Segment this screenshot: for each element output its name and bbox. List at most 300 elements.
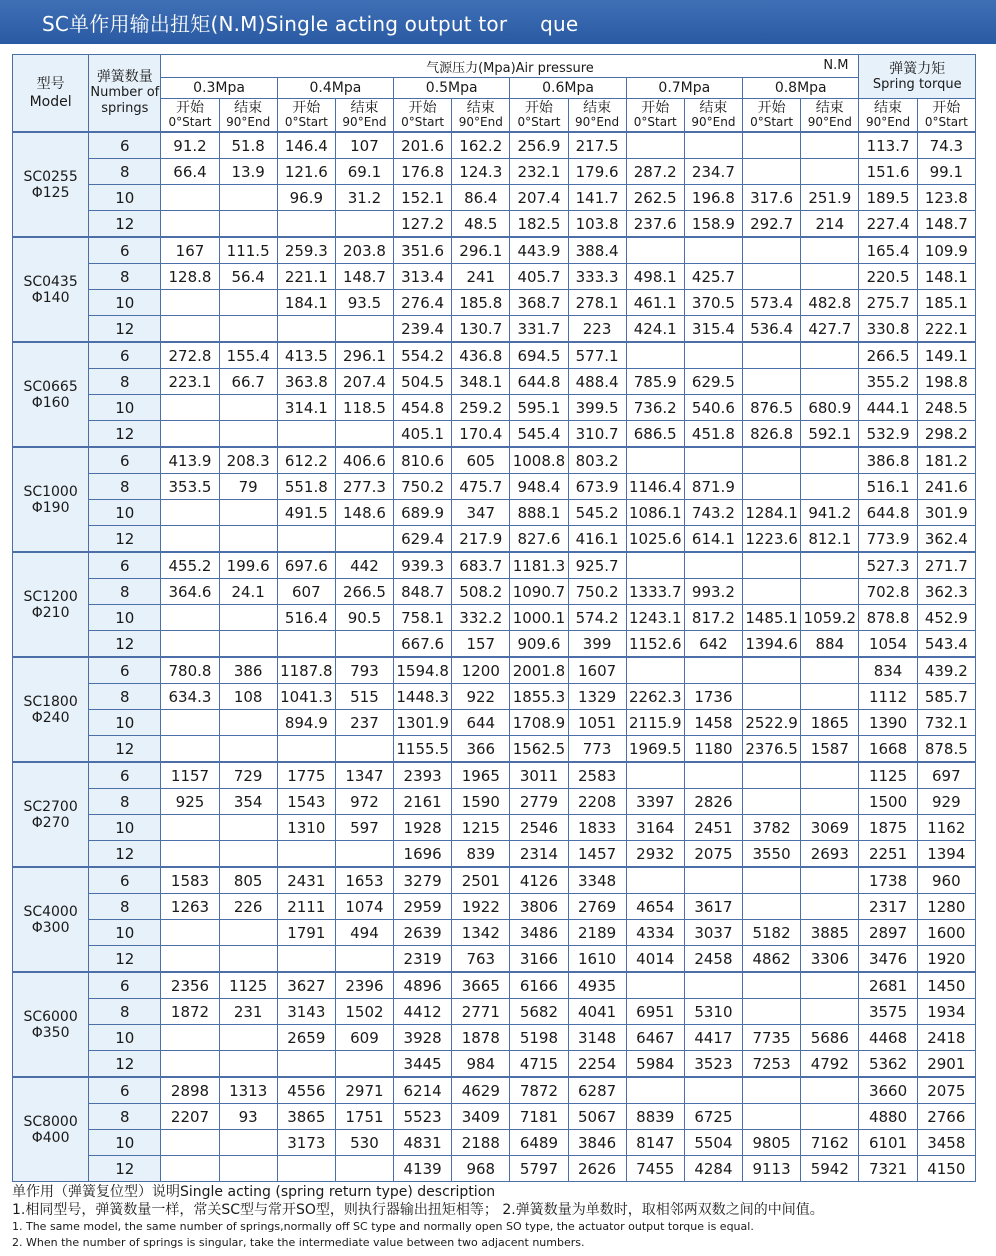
spring-torque-cell: 2897 bbox=[859, 920, 917, 946]
torque-cell: 93.5 bbox=[335, 290, 393, 316]
torque-cell bbox=[219, 211, 277, 238]
torque-cell: 2932 bbox=[626, 841, 684, 868]
torque-cell: 2356 bbox=[161, 972, 219, 999]
torque-cell bbox=[219, 736, 277, 763]
torque-cell bbox=[219, 1051, 277, 1078]
torque-cell: 941.2 bbox=[801, 500, 859, 526]
springs-cell: 10 bbox=[89, 1025, 161, 1051]
header-model bbox=[13, 55, 89, 133]
torque-cell: 1329 bbox=[568, 684, 626, 710]
table-row bbox=[13, 211, 976, 238]
torque-cell: 515 bbox=[335, 684, 393, 710]
table-row bbox=[13, 631, 976, 658]
end-header-en: 90°End bbox=[575, 115, 620, 129]
springs-cell: 12 bbox=[89, 1156, 161, 1182]
spring-torque-cell: 330.8 bbox=[859, 316, 917, 343]
torque-cell: 2959 bbox=[394, 894, 452, 920]
torque-cell: 925.7 bbox=[568, 552, 626, 579]
torque-cell: 810.6 bbox=[394, 447, 452, 474]
spring-torque-cell: 834 bbox=[859, 657, 917, 684]
table-row bbox=[13, 710, 976, 736]
spring-torque-cell: 109.9 bbox=[917, 237, 975, 264]
torque-cell: 5310 bbox=[684, 999, 742, 1025]
torque-cell: 2396 bbox=[335, 972, 393, 999]
torque-cell: 605 bbox=[452, 447, 510, 474]
end-header-cn: 结束 bbox=[350, 100, 379, 116]
torque-cell: 3445 bbox=[394, 1051, 452, 1078]
torque-cell bbox=[219, 946, 277, 973]
torque-cell: 642 bbox=[684, 631, 742, 658]
torque-cell bbox=[684, 762, 742, 789]
spring-torque-cell: 151.6 bbox=[859, 159, 917, 185]
spring-torque-cell: 148.1 bbox=[917, 264, 975, 290]
torque-cell: 1181.3 bbox=[510, 552, 568, 579]
table-row bbox=[13, 447, 976, 474]
torque-cell bbox=[742, 867, 800, 894]
table-row bbox=[13, 421, 976, 448]
torque-cell bbox=[626, 867, 684, 894]
header-model-en: Model bbox=[29, 94, 72, 110]
springs-cell: 6 bbox=[89, 1077, 161, 1104]
torque-cell: 1590 bbox=[452, 789, 510, 815]
torque-cell: 3148 bbox=[568, 1025, 626, 1051]
start-header-cn: 开始 bbox=[524, 100, 553, 116]
start-header-cn: 开始 bbox=[757, 100, 786, 116]
torque-cell: 13.9 bbox=[219, 159, 277, 185]
torque-cell: 2075 bbox=[684, 841, 742, 868]
springs-cell: 10 bbox=[89, 605, 161, 631]
torque-cell: 1146.4 bbox=[626, 474, 684, 500]
torque-cell: 3782 bbox=[742, 815, 800, 841]
torque-cell: 3627 bbox=[277, 972, 335, 999]
torque-cell: 3397 bbox=[626, 789, 684, 815]
torque-cell: 3550 bbox=[742, 841, 800, 868]
spring-torque-cell: 222.1 bbox=[917, 316, 975, 343]
torque-cell: 536.4 bbox=[742, 316, 800, 343]
table-row bbox=[13, 841, 976, 868]
torque-cell: 1215 bbox=[452, 815, 510, 841]
spring-torque-cell: 543.4 bbox=[917, 631, 975, 658]
torque-cell: 2546 bbox=[510, 815, 568, 841]
torque-cell: 888.1 bbox=[510, 500, 568, 526]
torque-cell bbox=[801, 264, 859, 290]
torque-cell: 1587 bbox=[801, 736, 859, 763]
torque-cell: 1152.6 bbox=[626, 631, 684, 658]
torque-cell: 315.4 bbox=[684, 316, 742, 343]
springs-cell: 8 bbox=[89, 684, 161, 710]
torque-cell: 399 bbox=[568, 631, 626, 658]
torque-cell bbox=[277, 1051, 335, 1078]
springs-cell: 10 bbox=[89, 920, 161, 946]
torque-cell: 425.7 bbox=[684, 264, 742, 290]
torque-cell bbox=[335, 526, 393, 553]
torque-cell: 1187.8 bbox=[277, 657, 335, 684]
spring-torque-cell: 149.1 bbox=[917, 342, 975, 369]
torque-cell: 4715 bbox=[510, 1051, 568, 1078]
torque-cell: 118.5 bbox=[335, 395, 393, 421]
table-row bbox=[13, 526, 976, 553]
spring-torque-cell: 248.5 bbox=[917, 395, 975, 421]
torque-cell bbox=[801, 552, 859, 579]
spring-torque-cell: 4468 bbox=[859, 1025, 917, 1051]
torque-cell bbox=[219, 395, 277, 421]
torque-cell bbox=[742, 999, 800, 1025]
torque-cell bbox=[161, 1130, 219, 1156]
torque-cell: 2501 bbox=[452, 867, 510, 894]
torque-cell: 9805 bbox=[742, 1130, 800, 1156]
torque-cell bbox=[219, 526, 277, 553]
torque-cell: 167 bbox=[161, 237, 219, 264]
torque-cell: 221.1 bbox=[277, 264, 335, 290]
torque-cell: 148.6 bbox=[335, 500, 393, 526]
header-model-cn: 型号 bbox=[36, 76, 65, 92]
torque-cell: 972 bbox=[335, 789, 393, 815]
table-row bbox=[13, 132, 976, 159]
torque-cell bbox=[161, 316, 219, 343]
torque-cell bbox=[801, 132, 859, 159]
start-header-cn: 开始 bbox=[176, 100, 204, 116]
springs-cell: 12 bbox=[89, 631, 161, 658]
spring-torque-cell: 355.2 bbox=[859, 369, 917, 395]
torque-cell: 1791 bbox=[277, 920, 335, 946]
torque-cell: 370.5 bbox=[684, 290, 742, 316]
torque-cell bbox=[219, 316, 277, 343]
torque-cell: 388.4 bbox=[568, 237, 626, 264]
torque-cell bbox=[335, 736, 393, 763]
torque-cell: 196.8 bbox=[684, 185, 742, 211]
torque-cell bbox=[626, 132, 684, 159]
table-row bbox=[13, 290, 976, 316]
start-header-en: 0°Start bbox=[633, 115, 677, 129]
torque-cell bbox=[801, 762, 859, 789]
torque-cell bbox=[626, 342, 684, 369]
start-header-en: 0°Start bbox=[284, 115, 328, 129]
torque-cell: 3143 bbox=[277, 999, 335, 1025]
pressure-header: 0.7Mpa bbox=[626, 78, 742, 99]
torque-cell: 1000.1 bbox=[510, 605, 568, 631]
torque-cell: 296.1 bbox=[335, 342, 393, 369]
torque-cell: 2001.8 bbox=[510, 657, 568, 684]
model-name: SC2700 bbox=[23, 798, 78, 815]
spring-torque-cell: 960 bbox=[917, 867, 975, 894]
torque-cell bbox=[801, 972, 859, 999]
torque-cell: 1878 bbox=[452, 1025, 510, 1051]
torque-cell: 736.2 bbox=[626, 395, 684, 421]
spring-torque-cell: 2418 bbox=[917, 1025, 975, 1051]
torque-cell bbox=[277, 316, 335, 343]
model-diameter: Φ270 bbox=[31, 814, 70, 831]
start-header-en: 0°Start bbox=[517, 115, 561, 129]
torque-cell: 158.9 bbox=[684, 211, 742, 238]
torque-cell: 69.1 bbox=[335, 159, 393, 185]
torque-cell bbox=[801, 579, 859, 605]
torque-cell: 1458 bbox=[684, 710, 742, 736]
torque-cell: 1855.3 bbox=[510, 684, 568, 710]
torque-cell: 5942 bbox=[801, 1156, 859, 1182]
torque-cell: 296.1 bbox=[452, 237, 510, 264]
torque-cell: 86.4 bbox=[452, 185, 510, 211]
torque-cell: 4831 bbox=[394, 1130, 452, 1156]
torque-cell: 1155.5 bbox=[394, 736, 452, 763]
torque-cell: 817.2 bbox=[684, 605, 742, 631]
notes-english-1: 1. The same model, the same number of springs,normally off SC type and normally open SO type, the actuator output torque is equal. bbox=[12, 1220, 754, 1233]
torque-cell: 272.8 bbox=[161, 342, 219, 369]
end-header-en: 90°End bbox=[807, 115, 852, 129]
table-row bbox=[13, 920, 976, 946]
torque-cell: 612.2 bbox=[277, 447, 335, 474]
torque-cell bbox=[801, 1077, 859, 1104]
torque-cell: 475.7 bbox=[452, 474, 510, 500]
springs-cell: 8 bbox=[89, 894, 161, 920]
table-row bbox=[13, 552, 976, 579]
torque-cell: 66.7 bbox=[219, 369, 277, 395]
torque-cell: 488.4 bbox=[568, 369, 626, 395]
torque-cell bbox=[742, 132, 800, 159]
torque-cell: 93 bbox=[219, 1104, 277, 1130]
torque-cell bbox=[742, 237, 800, 264]
pressure-header: 0.6Mpa bbox=[510, 78, 626, 99]
torque-cell: 5504 bbox=[684, 1130, 742, 1156]
header-air-pressure-label: 气源压力(Mpa)Air pressure bbox=[426, 60, 594, 76]
torque-cell: 2779 bbox=[510, 789, 568, 815]
torque-cell: 2111 bbox=[277, 894, 335, 920]
spring-torque-cell: 74.3 bbox=[917, 132, 975, 159]
torque-cell: 3865 bbox=[277, 1104, 335, 1130]
torque-cell bbox=[161, 1156, 219, 1182]
page-title: SC单作用输出扭矩(N.M)Single acting output tor que bbox=[42, 12, 579, 36]
spring-torque-cell: 516.1 bbox=[859, 474, 917, 500]
torque-cell bbox=[742, 264, 800, 290]
torque-cell: 634.3 bbox=[161, 684, 219, 710]
torque-cell bbox=[161, 1025, 219, 1051]
springs-cell: 12 bbox=[89, 526, 161, 553]
start-header bbox=[277, 99, 335, 133]
end-header bbox=[801, 99, 859, 133]
torque-cell bbox=[277, 526, 335, 553]
spring-torque-cell: 1112 bbox=[859, 684, 917, 710]
table-row bbox=[13, 237, 976, 264]
spring-torque-cell: 1920 bbox=[917, 946, 975, 973]
torque-cell bbox=[161, 710, 219, 736]
model-diameter: Φ400 bbox=[31, 1129, 70, 1146]
torque-cell: 1928 bbox=[394, 815, 452, 841]
torque-cell: 629.5 bbox=[684, 369, 742, 395]
torque-cell: 1180 bbox=[684, 736, 742, 763]
header-spring-torque-en: Spring torque bbox=[872, 76, 962, 92]
springs-cell: 8 bbox=[89, 1104, 161, 1130]
model-name: SC1000 bbox=[23, 483, 78, 500]
torque-cell: 182.5 bbox=[510, 211, 568, 238]
torque-cell bbox=[626, 972, 684, 999]
notes-heading: 单作用（弹簧复位型）说明Single acting (spring return type) description bbox=[12, 1184, 496, 1200]
spring-torque-cell: 3476 bbox=[859, 946, 917, 973]
spring-torque-cell: 227.4 bbox=[859, 211, 917, 238]
spring-torque-cell: 878.8 bbox=[859, 605, 917, 631]
torque-cell: 1543 bbox=[277, 789, 335, 815]
torque-cell: 482.8 bbox=[801, 290, 859, 316]
model-diameter: Φ160 bbox=[31, 394, 70, 411]
torque-cell: 925 bbox=[161, 789, 219, 815]
torque-cell: 405.1 bbox=[394, 421, 452, 448]
torque-cell: 574.2 bbox=[568, 605, 626, 631]
torque-cell: 3164 bbox=[626, 815, 684, 841]
torque-cell bbox=[742, 1077, 800, 1104]
torque-cell: 1313 bbox=[219, 1077, 277, 1104]
torque-cell: 232.1 bbox=[510, 159, 568, 185]
springs-cell: 6 bbox=[89, 867, 161, 894]
torque-cell bbox=[742, 972, 800, 999]
torque-cell: 1594.8 bbox=[394, 657, 452, 684]
torque-cell: 2262.3 bbox=[626, 684, 684, 710]
spring-torque-cell: 198.8 bbox=[917, 369, 975, 395]
torque-cell: 812.1 bbox=[801, 526, 859, 553]
table-row bbox=[13, 159, 976, 185]
torque-cell: 223 bbox=[568, 316, 626, 343]
torque-cell: 876.5 bbox=[742, 395, 800, 421]
end-header-cn: 结束 bbox=[466, 100, 495, 116]
torque-cell: 2161 bbox=[394, 789, 452, 815]
torque-cell: 5182 bbox=[742, 920, 800, 946]
start-header bbox=[626, 99, 684, 133]
springs-cell: 6 bbox=[89, 972, 161, 999]
torque-cell bbox=[219, 920, 277, 946]
springs-cell: 6 bbox=[89, 657, 161, 684]
header-spring-torque-cn: 弹簧力矩 bbox=[889, 60, 946, 77]
start-header-cn: 开始 bbox=[408, 100, 437, 116]
torque-cell bbox=[626, 447, 684, 474]
torque-cell: 91.2 bbox=[161, 132, 219, 159]
torque-cell bbox=[161, 421, 219, 448]
torque-cell: 1736 bbox=[684, 684, 742, 710]
spring-torque-cell: 1394 bbox=[917, 841, 975, 868]
torque-cell bbox=[742, 369, 800, 395]
torque-cell: 1394.6 bbox=[742, 631, 800, 658]
torque-cell: 6951 bbox=[626, 999, 684, 1025]
torque-cell: 4629 bbox=[452, 1077, 510, 1104]
torque-cell: 1347 bbox=[335, 762, 393, 789]
torque-cell: 2451 bbox=[684, 815, 742, 841]
torque-cell: 3486 bbox=[510, 920, 568, 946]
torque-cell: 686.5 bbox=[626, 421, 684, 448]
spring-torque-cell: 99.1 bbox=[917, 159, 975, 185]
spring-torque-cell: 1500 bbox=[859, 789, 917, 815]
spring-torque-cell: 298.2 bbox=[917, 421, 975, 448]
notes-section bbox=[12, 1183, 982, 1251]
torque-cell: 689.9 bbox=[394, 500, 452, 526]
torque-cell: 504.5 bbox=[394, 369, 452, 395]
springs-cell: 10 bbox=[89, 815, 161, 841]
model-cell bbox=[13, 762, 89, 867]
torque-cell: 530 bbox=[335, 1130, 393, 1156]
torque-cell: 743.2 bbox=[684, 500, 742, 526]
torque-cell bbox=[161, 211, 219, 238]
torque-cell: 1751 bbox=[335, 1104, 393, 1130]
torque-cell bbox=[626, 657, 684, 684]
torque-cell bbox=[801, 867, 859, 894]
start-header bbox=[510, 99, 568, 133]
torque-cell bbox=[161, 526, 219, 553]
start-header bbox=[394, 99, 452, 133]
pressure-header: 0.3Mpa bbox=[161, 78, 277, 99]
torque-cell: 2115.9 bbox=[626, 710, 684, 736]
spring-torque-cell: 362.4 bbox=[917, 526, 975, 553]
torque-cell: 3011 bbox=[510, 762, 568, 789]
springs-cell: 8 bbox=[89, 789, 161, 815]
torque-cell bbox=[684, 552, 742, 579]
torque-cell: 201.6 bbox=[394, 132, 452, 159]
torque-cell: 3409 bbox=[452, 1104, 510, 1130]
torque-cell: 152.1 bbox=[394, 185, 452, 211]
torque-cell: 451.8 bbox=[684, 421, 742, 448]
torque-cell: 827.6 bbox=[510, 526, 568, 553]
torque-cell: 48.5 bbox=[452, 211, 510, 238]
torque-cell: 3279 bbox=[394, 867, 452, 894]
pressure-header: 0.8Mpa bbox=[742, 78, 858, 99]
springs-cell: 10 bbox=[89, 185, 161, 211]
torque-cell: 3928 bbox=[394, 1025, 452, 1051]
torque-cell: 214 bbox=[801, 211, 859, 238]
torque-cell: 1008.8 bbox=[510, 447, 568, 474]
torque-cell bbox=[277, 631, 335, 658]
torque-cell: 354 bbox=[219, 789, 277, 815]
torque-cell: 7872 bbox=[510, 1077, 568, 1104]
torque-cell: 262.5 bbox=[626, 185, 684, 211]
torque-cell: 6166 bbox=[510, 972, 568, 999]
end-header-en: 90°End bbox=[226, 115, 271, 129]
torque-cell: 406.6 bbox=[335, 447, 393, 474]
torque-cell: 4139 bbox=[394, 1156, 452, 1182]
torque-cell bbox=[335, 316, 393, 343]
torque-cell: 750.2 bbox=[394, 474, 452, 500]
spring-torque-cell: 585.7 bbox=[917, 684, 975, 710]
torque-cell bbox=[742, 447, 800, 474]
spring-torque-cell: 1280 bbox=[917, 894, 975, 920]
torque-cell: 667.6 bbox=[394, 631, 452, 658]
torque-cell: 607 bbox=[277, 579, 335, 605]
table-row bbox=[13, 1025, 976, 1051]
torque-cell bbox=[742, 762, 800, 789]
torque-cell: 442 bbox=[335, 552, 393, 579]
spring-torque-cell: 271.7 bbox=[917, 552, 975, 579]
torque-cell bbox=[742, 579, 800, 605]
torque-cell: 208.3 bbox=[219, 447, 277, 474]
torque-cell: 4284 bbox=[684, 1156, 742, 1182]
torque-cell: 310.7 bbox=[568, 421, 626, 448]
start-header-cn: 开始 bbox=[641, 100, 670, 116]
spring-torque-cell: 2766 bbox=[917, 1104, 975, 1130]
torque-cell: 694.5 bbox=[510, 342, 568, 369]
torque-cell: 3348 bbox=[568, 867, 626, 894]
torque-cell: 1562.5 bbox=[510, 736, 568, 763]
torque-cell: 231 bbox=[219, 999, 277, 1025]
torque-cell: 592.1 bbox=[801, 421, 859, 448]
torque-cell: 1157 bbox=[161, 762, 219, 789]
torque-cell: 609 bbox=[335, 1025, 393, 1051]
spring-torque-cell: 123.8 bbox=[917, 185, 975, 211]
table-row bbox=[13, 579, 976, 605]
torque-cell: 894.9 bbox=[277, 710, 335, 736]
torque-cell: 1059.2 bbox=[801, 605, 859, 631]
torque-cell: 2769 bbox=[568, 894, 626, 920]
torque-cell: 157 bbox=[452, 631, 510, 658]
spring-torque-cell: 2251 bbox=[859, 841, 917, 868]
end-header bbox=[219, 99, 277, 133]
spring-torque-cell: 1934 bbox=[917, 999, 975, 1025]
torque-cell bbox=[219, 1156, 277, 1182]
model-diameter: Φ210 bbox=[31, 604, 70, 621]
torque-cell: 256.9 bbox=[510, 132, 568, 159]
torque-cell: 848.7 bbox=[394, 579, 452, 605]
